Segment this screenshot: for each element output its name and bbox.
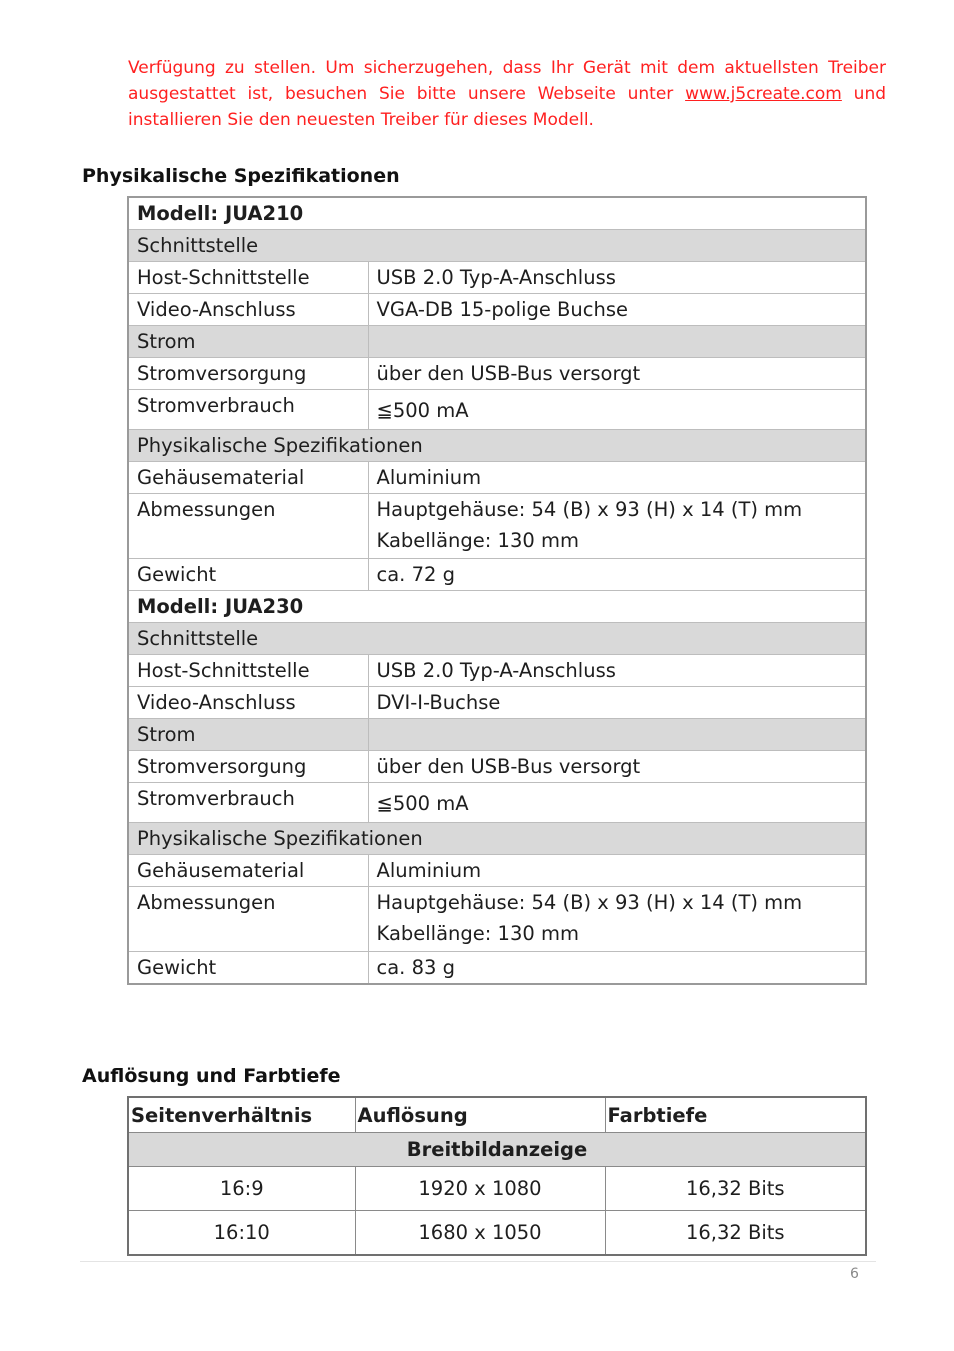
table-row [128, 390, 866, 430]
table-row [128, 655, 866, 687]
table-row [128, 1211, 866, 1256]
section-power: Strom [128, 719, 368, 751]
table-row [128, 559, 866, 591]
section-row [128, 230, 866, 262]
model-row [128, 197, 866, 230]
spec-value: über den USB-Bus versorgt [368, 751, 866, 783]
section-row [128, 623, 866, 655]
table-row [128, 751, 866, 783]
table-row [128, 358, 866, 390]
spec-label: Video-Anschluss [128, 294, 368, 326]
cell-resolution: 1920 x 1080 [355, 1167, 605, 1211]
cell-color-depth: 16,32 Bits [605, 1211, 866, 1256]
table-row [128, 262, 866, 294]
spec-value: DVI-I-Buchse [368, 687, 866, 719]
intro-text: Verfügung zu stellen. Um sicherzugehen, dass Ihr Gerät mit dem aktuellsten Treiber ausgestattet ist, besuchen Sie bitte unsere Webseite unter [128, 58, 886, 104]
spec-label: Gewicht [128, 952, 368, 985]
model-row [128, 591, 866, 623]
spec-value-dimensions [368, 494, 866, 559]
spec-value: ≦500 mA [368, 783, 866, 823]
cell-aspect-ratio: 16:10 [128, 1211, 355, 1256]
specifications-table [127, 196, 867, 985]
spec-label: Stromverbrauch [128, 390, 368, 430]
dimensions-main: Hauptgehäuse: 54 (B) x 93 (H) x 14 (T) mm [376, 498, 803, 521]
spec-value: USB 2.0 Typ-A-Anschluss [368, 262, 866, 294]
intro-text-end: und installieren Sie den neuesten Treiber für dieses Modell. [128, 84, 887, 130]
cell-color-depth: 16,32 Bits [605, 1167, 866, 1211]
table-row [128, 687, 866, 719]
section-power-empty [368, 326, 866, 358]
spec-value: ca. 72 g [368, 559, 866, 591]
website-link[interactable]: www.j5create.com [685, 84, 842, 104]
model-title: Modell: JUA210 [128, 197, 866, 230]
cell-resolution: 1680 x 1050 [355, 1211, 605, 1256]
spec-label: Stromversorgung [128, 358, 368, 390]
spec-label: Video-Anschluss [128, 687, 368, 719]
spec-label: Gehäusematerial [128, 462, 368, 494]
spec-label: Host-Schnittstelle [128, 655, 368, 687]
table-row [128, 462, 866, 494]
group-widescreen: Breitbildanzeige [128, 1133, 866, 1167]
table-row [128, 494, 866, 559]
section-row [128, 719, 866, 751]
section-interface: Schnittstelle [128, 623, 866, 655]
section-power-empty [368, 719, 866, 751]
spec-label: Abmessungen [128, 494, 368, 559]
spec-value: ca. 83 g [368, 952, 866, 985]
spec-value: USB 2.0 Typ-A-Anschluss [368, 655, 866, 687]
resolution-table [127, 1096, 867, 1256]
table-row [128, 887, 866, 952]
section-title-resolution: Auflösung und Farbtiefe [82, 1065, 341, 1087]
spec-label: Gewicht [128, 559, 368, 591]
model-title: Modell: JUA230 [128, 591, 866, 623]
spec-value-dimensions [368, 887, 866, 952]
section-row [128, 430, 866, 462]
group-row [128, 1133, 866, 1167]
dimensions-cable: Kabellänge: 130 mm [376, 922, 579, 945]
section-physical: Physikalische Spezifikationen [128, 823, 866, 855]
table-row [128, 1167, 866, 1211]
section-row [128, 823, 866, 855]
table-row [128, 855, 866, 887]
spec-label: Abmessungen [128, 887, 368, 952]
spec-value: VGA-DB 15-polige Buchse [368, 294, 866, 326]
header-row [128, 1097, 866, 1133]
page-number: 6 [850, 1266, 859, 1282]
spec-label: Gehäusematerial [128, 855, 368, 887]
cell-aspect-ratio: 16:9 [128, 1167, 355, 1211]
spec-value: Aluminium [368, 462, 866, 494]
spec-label: Stromverbrauch [128, 783, 368, 823]
table-row [128, 783, 866, 823]
spec-value: ≦500 mA [368, 390, 866, 430]
section-row [128, 326, 866, 358]
spec-value: Aluminium [368, 855, 866, 887]
header-resolution: Auflösung [355, 1097, 605, 1133]
spec-label: Stromversorgung [128, 751, 368, 783]
header-aspect-ratio: Seitenverhältnis [128, 1097, 355, 1133]
section-interface: Schnittstelle [128, 230, 866, 262]
section-physical: Physikalische Spezifikationen [128, 430, 866, 462]
spec-label: Host-Schnittstelle [128, 262, 368, 294]
table-row [128, 952, 866, 985]
dimensions-cable: Kabellänge: 130 mm [376, 529, 579, 552]
section-title-specifications: Physikalische Spezifikationen [82, 165, 400, 187]
spec-value: über den USB-Bus versorgt [368, 358, 866, 390]
table-row [128, 294, 866, 326]
header-color-depth: Farbtiefe [605, 1097, 866, 1133]
section-power: Strom [128, 326, 368, 358]
intro-paragraph [128, 55, 886, 133]
dimensions-main: Hauptgehäuse: 54 (B) x 93 (H) x 14 (T) mm [376, 891, 803, 914]
footer-divider [80, 1261, 876, 1262]
